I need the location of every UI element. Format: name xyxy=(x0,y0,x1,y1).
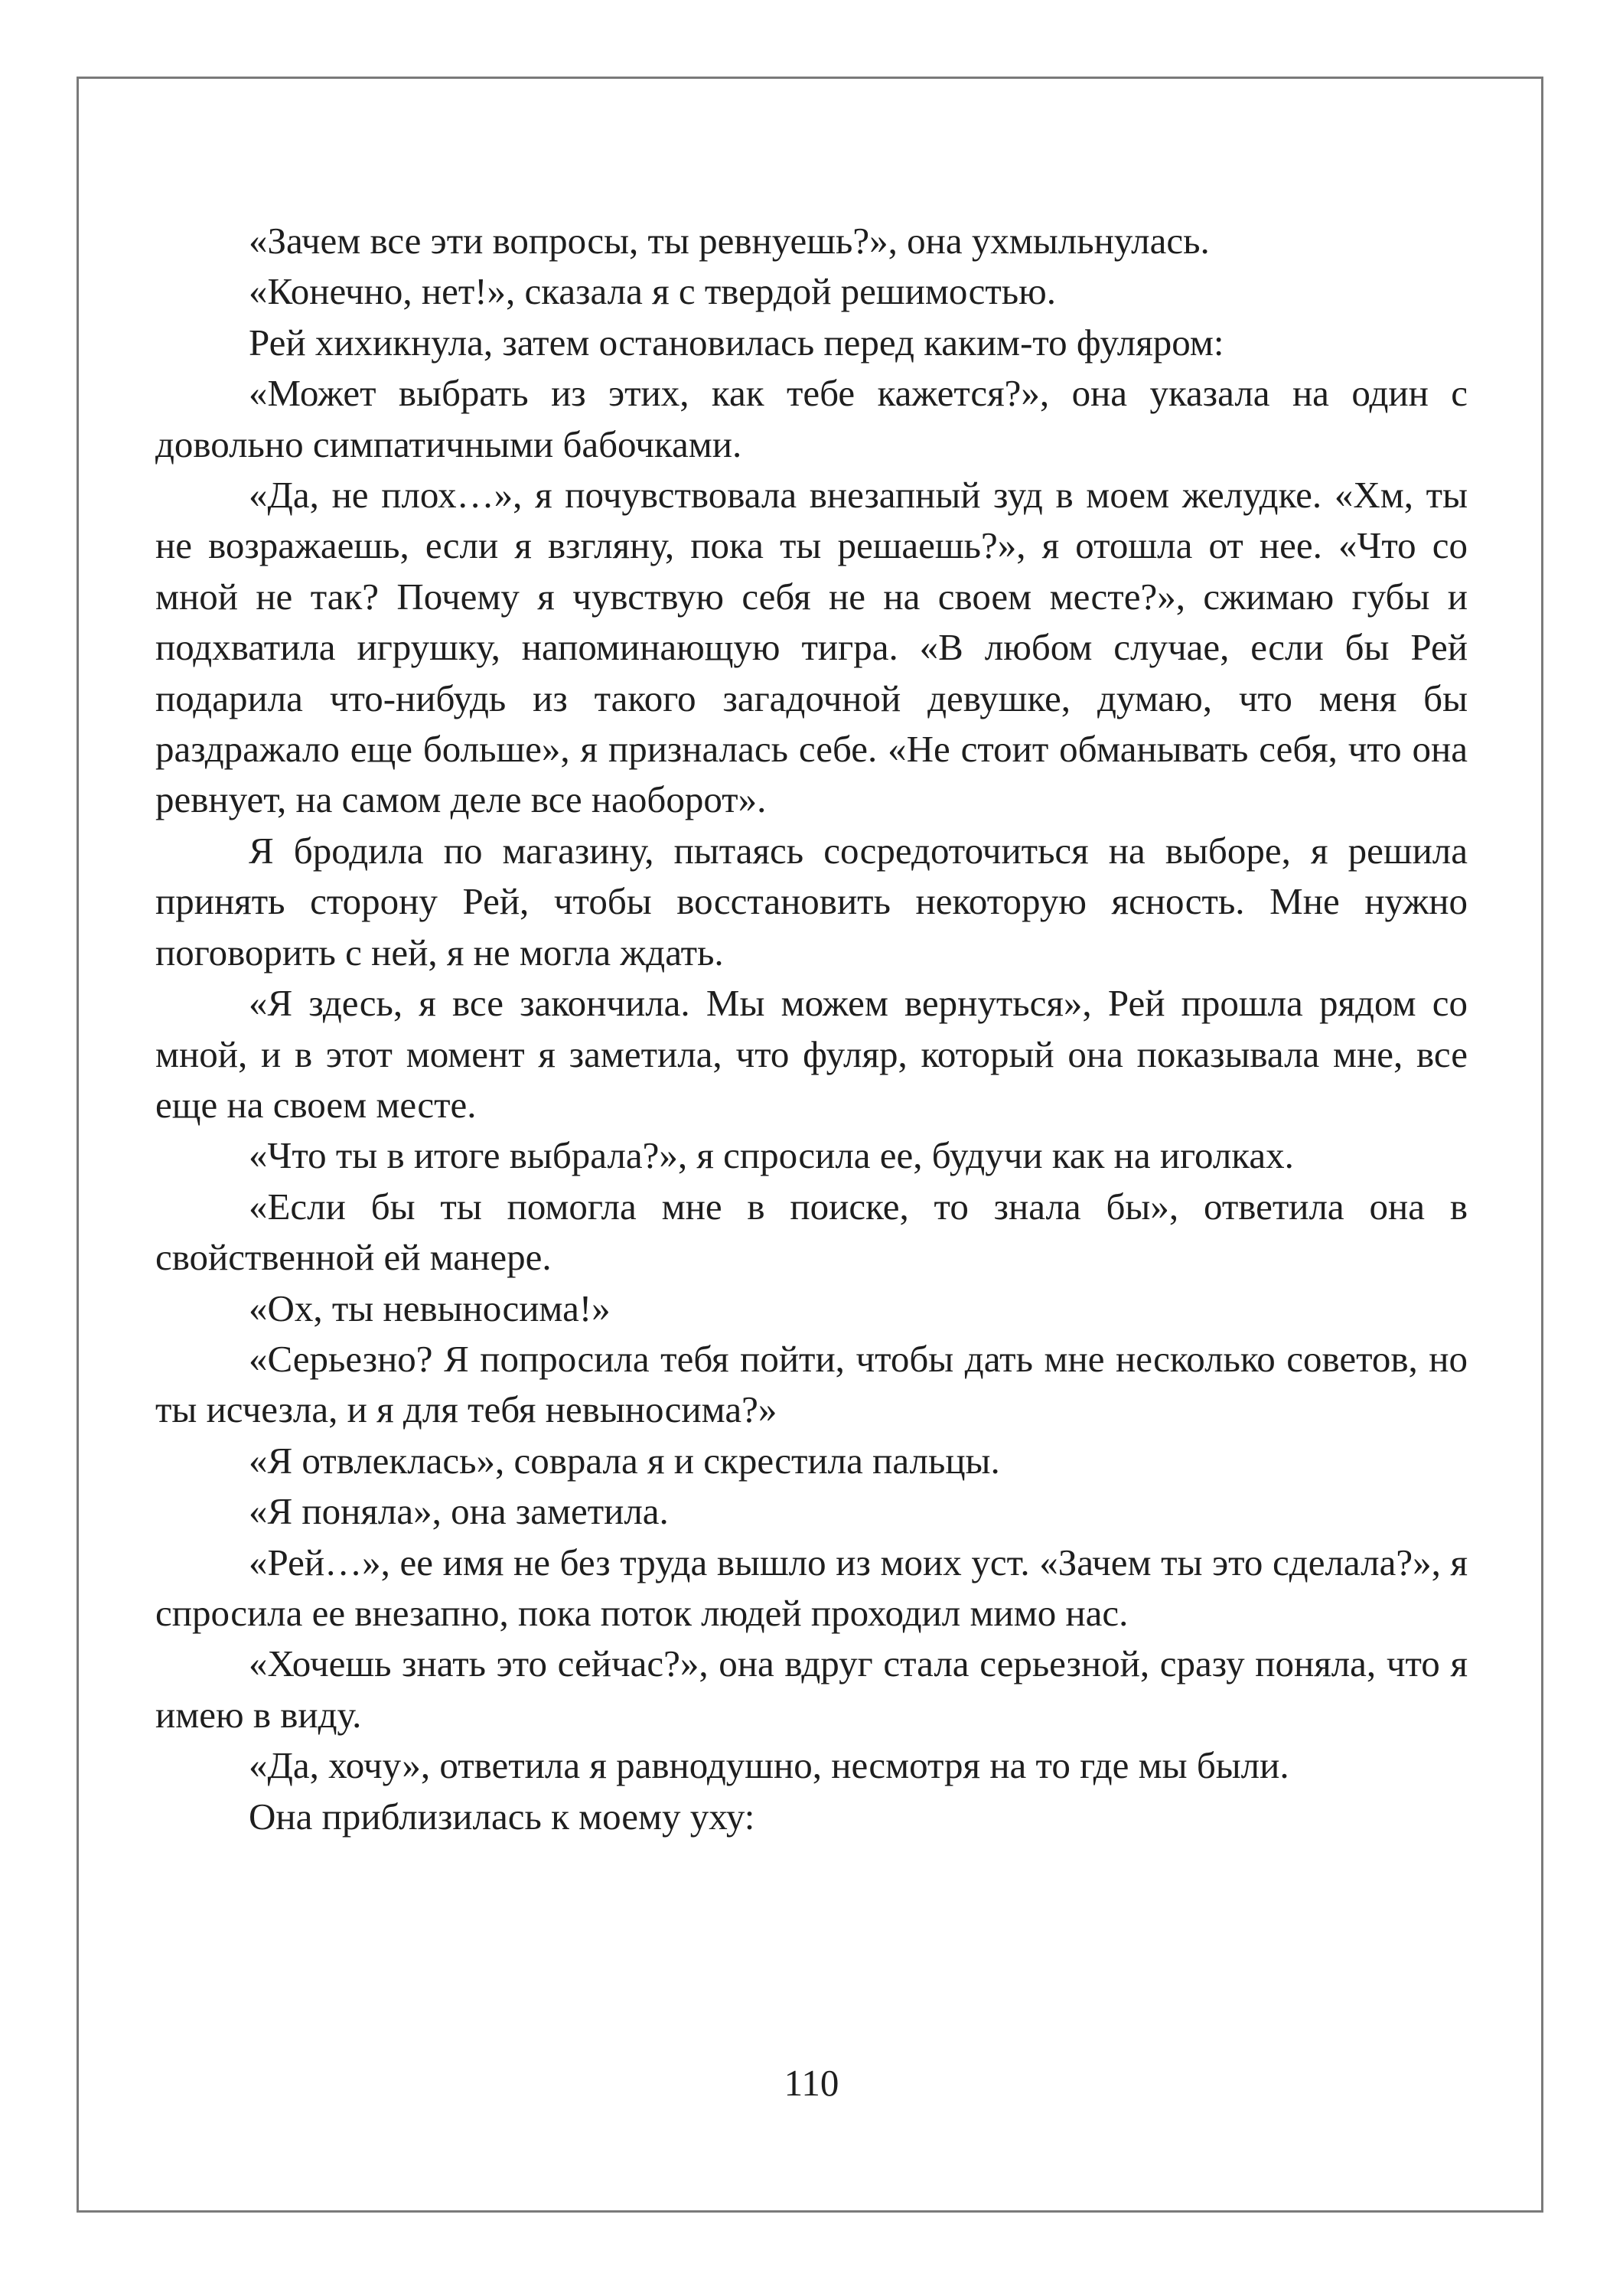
page-number: 110 xyxy=(784,2062,839,2104)
paragraph-10: «Ох, ты невыносима!» xyxy=(249,1287,611,1329)
paragraph-6: Я бродила по магазину, пытаясь сосредоточиться на выборе, я решила принять сторону Рей, чтобы восстановить некоторую ясность. Мне нужно поговорить с ней, я не могла ждать. xyxy=(155,829,1468,974)
paragraph-1: «Зачем все эти вопросы, ты ревнуешь?», она ухмыльнулась. xyxy=(249,220,1210,262)
paragraph-5: «Да, не плох…», я почувствовала внезапный зуд в моем желудке. «Хм, ты не возражаешь, если я взгляну, пока ты решаешь?», я отошла от нее. «Что со мной не так? Почему я чувствую себя не на своем месте?», сжимаю губы и подхватила игрушку, напоминающую тигра. «В любом случае, если бы Рей подарила что-нибудь из такого загадочной девушке, думаю, что меня бы раздражало еще больше», я призналась себе. «Не стоит обманывать себя, что она ревнует, на самом деле все наоборот». xyxy=(155,474,1468,821)
paragraph-4: «Может выбрать из этих, как тебе кажется?», она указала на один с довольно симпатичными бабочками. xyxy=(155,372,1468,465)
paragraph-15: «Хочешь знать это сейчас?», она вдруг стала серьезной, сразу поняла, что я имею в виду. xyxy=(155,1642,1468,1736)
paragraph-14: «Рей…», ее имя не без труда вышло из моих уст. «Зачем ты это сделала?», я спросила ее внезапно, пока поток людей проходил мимо нас. xyxy=(155,1541,1468,1634)
paragraph-9: «Если бы ты помогла мне в поиске, то знала бы», ответила она в свойственной ей манере. xyxy=(155,1185,1468,1279)
paragraph-12: «Я отвлеклась», соврала я и скрестила пальцы. xyxy=(249,1439,1000,1482)
paragraph-17: Она приблизилась к моему уху: xyxy=(249,1795,755,1838)
paragraph-11: «Серьезно? Я попросила тебя пойти, чтобы дать мне несколько советов, но ты исчезла, и я для тебя невыносима?» xyxy=(155,1337,1468,1431)
paragraph-2: «Конечно, нет!», сказала я с твердой решимостью. xyxy=(249,270,1056,313)
paragraph-13: «Я поняла», она заметила. xyxy=(249,1490,669,1533)
paragraph-16: «Да, хочу», ответила я равнодушно, несмотря на то где мы были. xyxy=(249,1744,1289,1787)
paragraph-3: Рей хихикнула, затем остановилась перед каким-то фуляром: xyxy=(249,321,1224,364)
paragraph-7: «Я здесь, я все закончила. Мы можем вернуться», Рей прошла рядом со мной, и в этот момент я заметила, что фуляр, который она показывала мне, все еще на своем месте. xyxy=(155,982,1468,1126)
paragraph-8: «Что ты в итоге выбрала?», я спросила ее, будучи как на иголках. xyxy=(249,1134,1294,1177)
body-text xyxy=(155,216,1468,1842)
